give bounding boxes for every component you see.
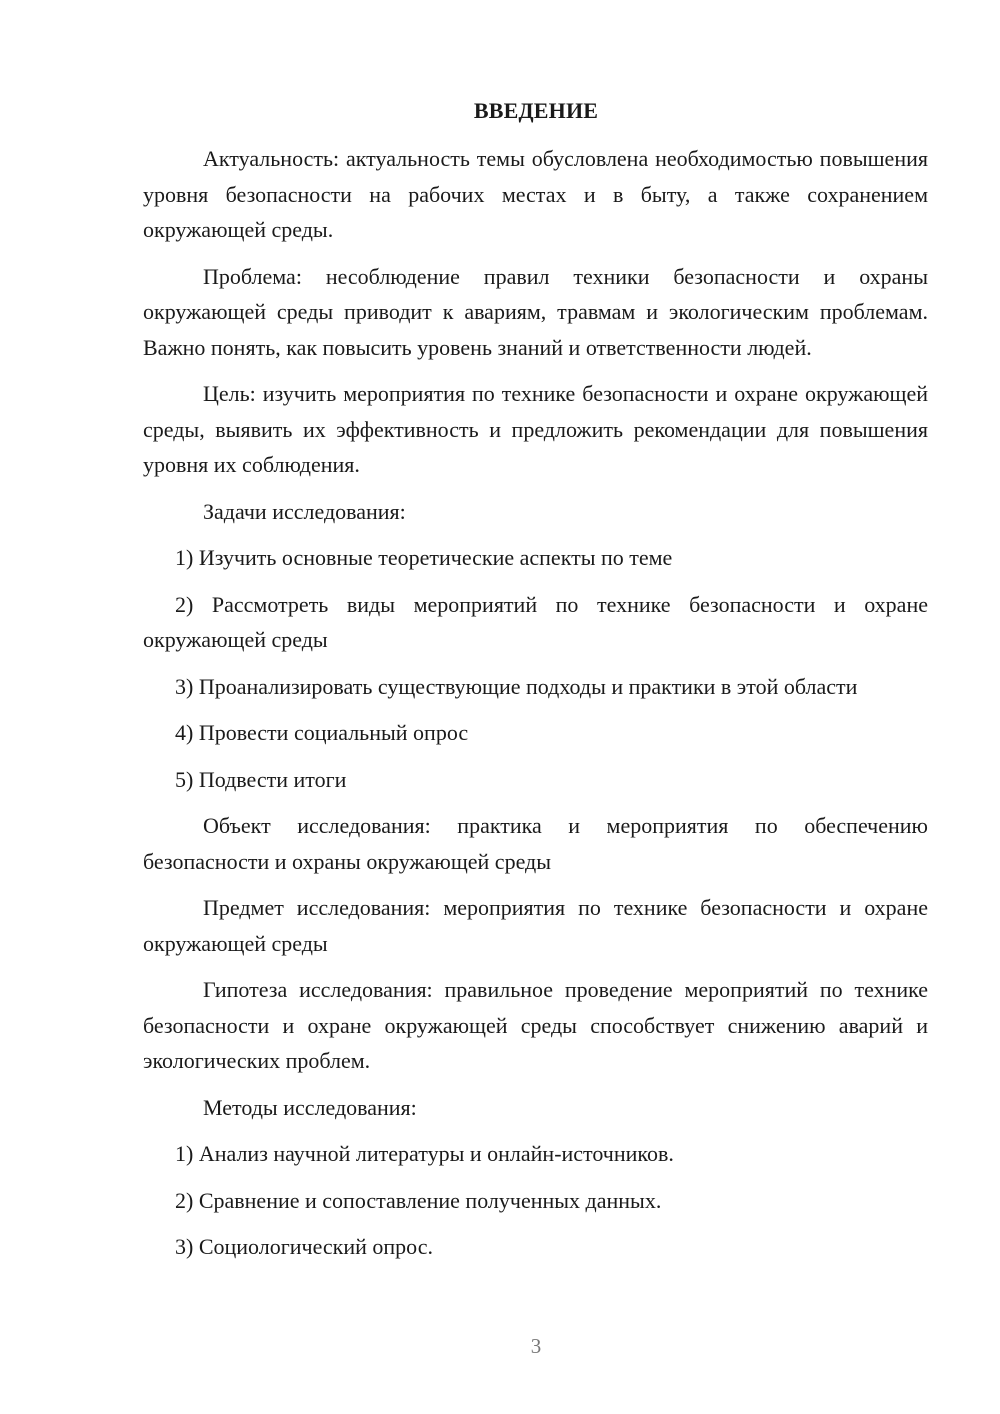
task-item-1: 1) Изучить основные теоретические аспекты по теме <box>175 545 673 570</box>
method-item-2: 2) Сравнение и сопоставление полученных данных. <box>175 1187 662 1213</box>
task-item-4: 4) Провести социальный опрос <box>175 720 469 745</box>
task-item-3: 3) Проанализировать существующие подходы и практики в этой области <box>175 673 858 699</box>
task-item-2: 2) Рассмотреть виды мероприятий по технике безопасности и охране окружающей среды <box>143 591 928 652</box>
goal-paragraph: Цель: изучить мероприятия по технике безопасности и охране окружающей среды, выявить их эффективность и предложить рекомендации для повышения уровня их соблюдения. <box>143 381 928 477</box>
document-body <box>143 141 928 1276</box>
subject-paragraph: Предмет исследования: мероприятия по технике безопасности и охране окружающей среды <box>143 895 928 956</box>
page-number: 3 <box>530 1334 542 1358</box>
object-paragraph: Объект исследования: практика и мероприятия по обеспечению безопасности и охраны окружающей среды <box>143 813 928 874</box>
hypothesis-paragraph: Гипотеза исследования: правильное проведение мероприятий по технике безопасности и охране окружающей среды способствует снижению аварий и экологических проблем. <box>143 977 928 1073</box>
tasks-heading: Задачи исследования: <box>203 498 406 524</box>
problem-paragraph: Проблема: несоблюдение правил техники безопасности и охраны окружающей среды приводит к авариям, травмам и экологическим проблемам. Важно понять, как повысить уровень знаний и ответственности людей. <box>143 263 928 360</box>
method-item-3: 3) Социологический опрос. <box>175 1234 433 1259</box>
task-item-5: 5) Подвести итоги <box>175 766 347 792</box>
method-item-1: 1) Анализ научной литературы и онлайн-источников. <box>175 1141 674 1166</box>
relevance-paragraph: Актуальность: актуальность темы обусловлена необходимостью повышения уровня безопасности на рабочих местах и в быту, а также сохранением окружающей среды. <box>143 146 928 242</box>
methods-heading: Методы исследования: <box>203 1094 417 1120</box>
page-title: ВВЕДЕНИЕ <box>473 98 599 123</box>
